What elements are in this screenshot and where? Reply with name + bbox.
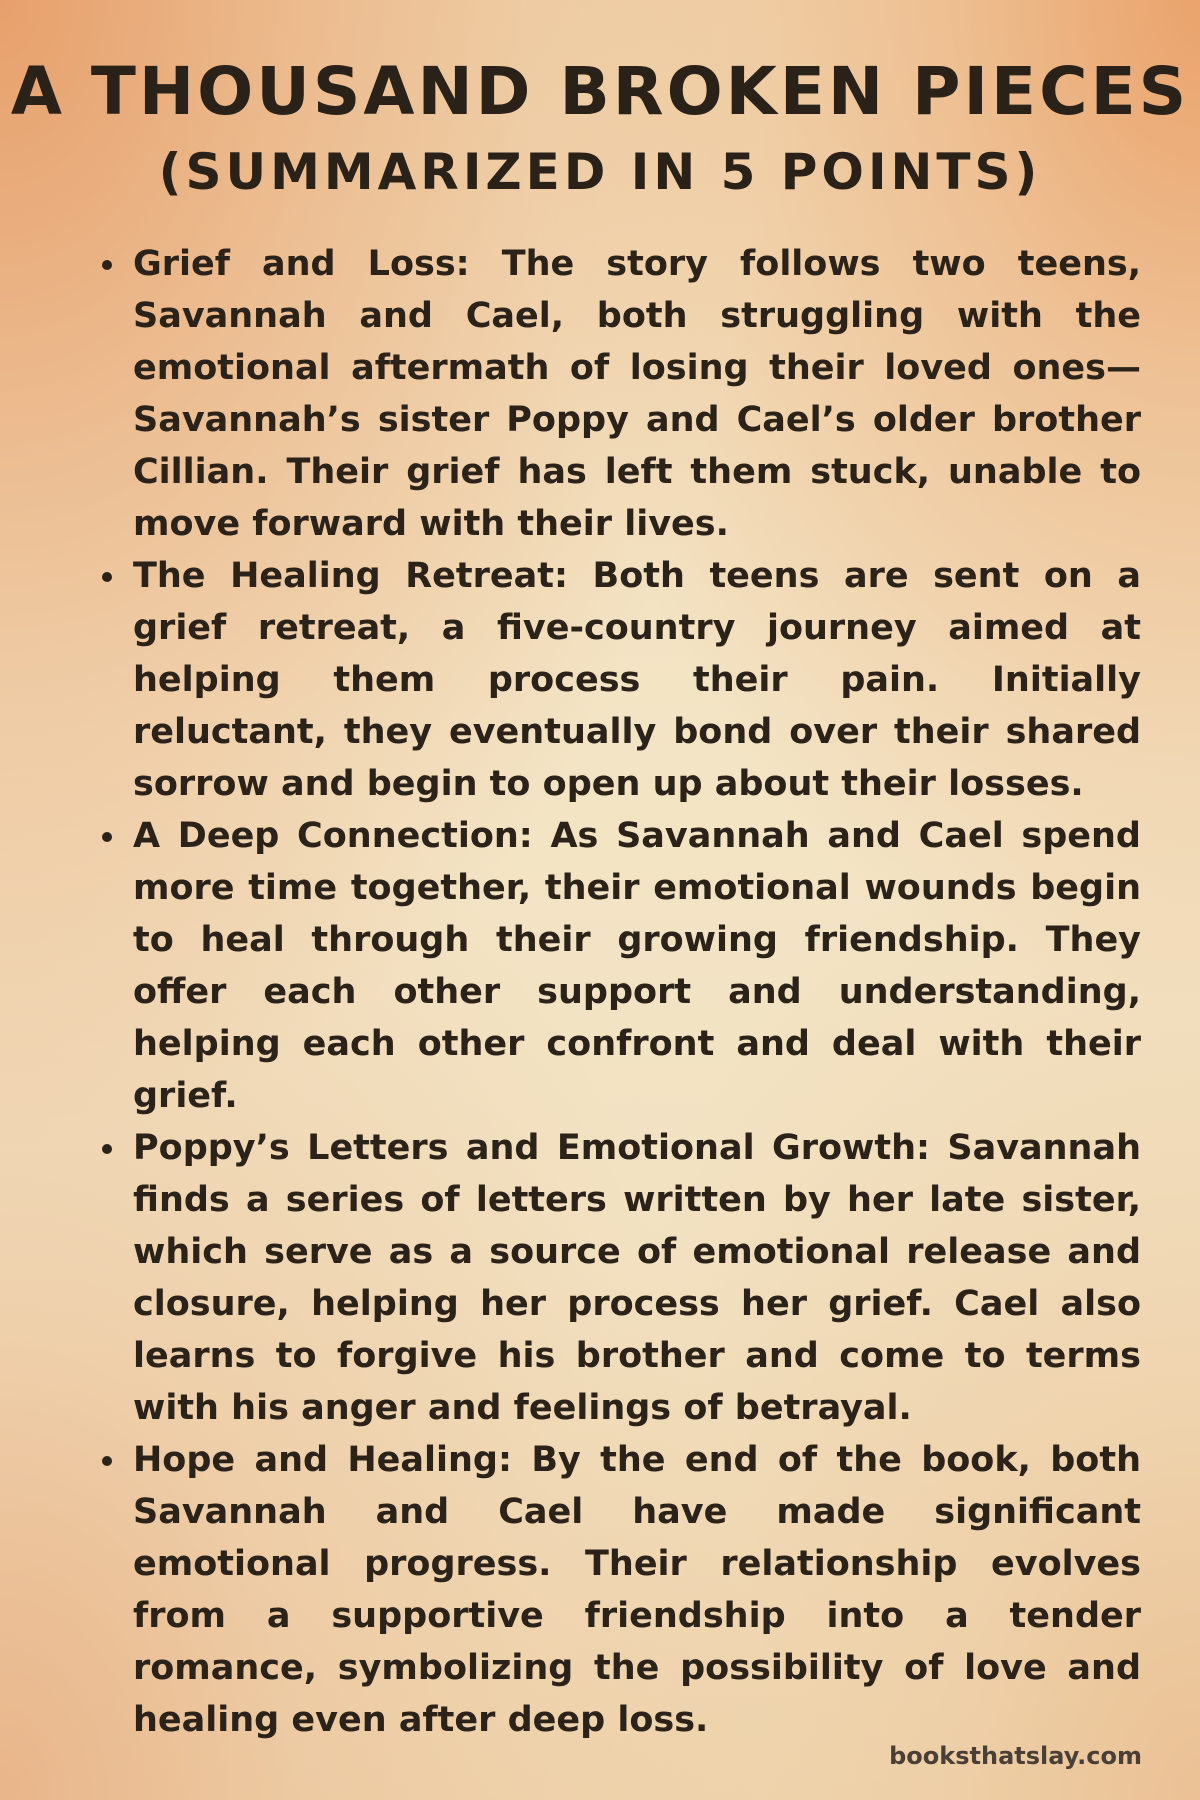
bullet-dot-icon — [102, 1456, 112, 1466]
summary-point-text: Hope and Healing: By the end of the book, both Savannah and Cael have made significant emotional progress. Their relationship evolves from a supportive friendship into a tender romance, symbolizing the possibility of love and healing even after deep loss. — [133, 1440, 1141, 1740]
summary-point-poppys-letters — [133, 1122, 1141, 1434]
bullet-dot-icon — [102, 260, 112, 270]
bullet-dot-icon — [102, 832, 112, 842]
page-title: A THOUSAND BROKEN PIECES — [10, 53, 1190, 130]
summary-point-text: The Healing Retreat: Both teens are sent on a grief retreat, a five-country journey aimed at helping them process their pain. Initially reluctant, they eventually bond over their shared sorrow and begin to open up about their losses. — [133, 556, 1141, 804]
summary-point-text: A Deep Connection: As Savannah and Cael spend more time together, their emotional wounds begin to heal through their growing friendship. They offer each other support and understanding, helping each other confront and deal with their grief. — [133, 816, 1141, 1116]
bullet-dot-icon — [102, 1144, 112, 1154]
bullet-dot-icon — [102, 572, 112, 582]
summary-point-healing-retreat — [133, 550, 1141, 810]
site-credit: booksthatslay.com — [889, 1742, 1142, 1770]
summary-point-text: Poppy’s Letters and Emotional Growth: Savannah finds a series of letters written by her late sister, which serve as a source of emotional release and closure, helping her process her grief. Cael also learns to forgive his brother and come to terms with his anger and feelings of betrayal. — [133, 1128, 1141, 1428]
summary-point-hope-and-healing — [133, 1434, 1141, 1746]
summary-list — [133, 238, 1141, 1746]
summary-point-grief-and-loss — [133, 238, 1141, 550]
summary-point-text: Grief and Loss: The story follows two teens, Savannah and Cael, both struggling with the emotional aftermath of losing their loved ones—Savannah’s sister Poppy and Cael’s older brother Cillian. Their grief has left them stuck, unable to move forward with their lives. — [133, 244, 1141, 544]
page-subtitle: (SUMMARIZED IN 5 POINTS) — [158, 143, 1042, 201]
summary-point-deep-connection — [133, 810, 1141, 1122]
